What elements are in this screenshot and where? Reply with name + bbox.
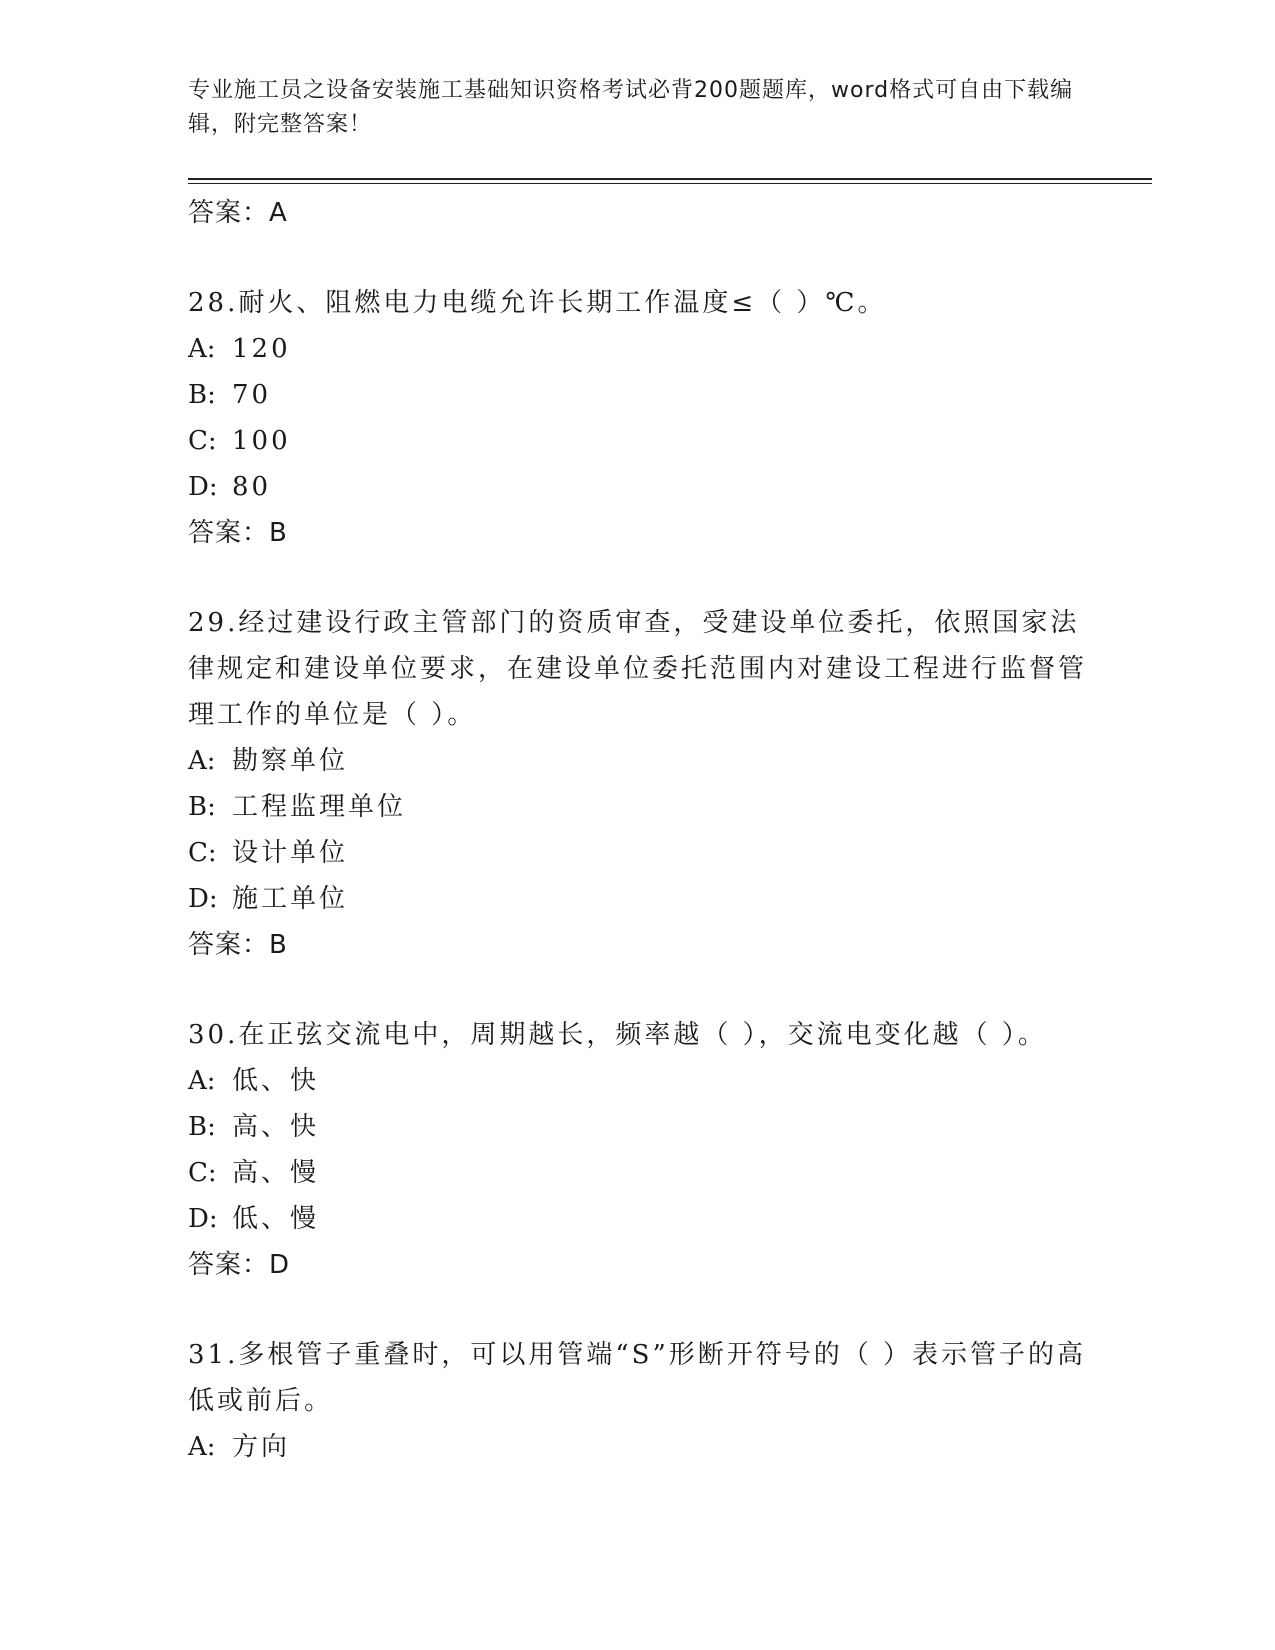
question-text: 31.多根管子重叠时，可以用管端“S”形断开符号的（ ）表示管子的高低或前后。 xyxy=(188,1340,1087,1416)
option-text: 100 xyxy=(232,426,291,456)
option xyxy=(188,1150,1088,1196)
option-text: 高、快 xyxy=(232,1112,320,1142)
option-text: 高、慢 xyxy=(232,1158,320,1188)
answer-line: 答案：D xyxy=(188,1250,291,1280)
question-list xyxy=(188,190,1088,1470)
option-letter: B: xyxy=(188,792,216,822)
option-letter: A: xyxy=(188,1432,216,1462)
option xyxy=(188,372,1088,418)
option-letter: A: xyxy=(188,1066,216,1096)
option-text: 80 xyxy=(232,472,272,502)
option-text: 低、慢 xyxy=(232,1204,320,1234)
answer-line: 答案：A xyxy=(188,198,288,228)
option-letter: A: xyxy=(188,746,216,776)
document-header: 专业施工员之设备安装施工基础知识资格考试必背200题题库，word格式可自由下载编辑，附完整答案！ xyxy=(188,78,1074,137)
header-rule-thick xyxy=(188,178,1152,180)
option-letter: D: xyxy=(188,1204,218,1234)
option-letter: C: xyxy=(188,426,217,456)
question-block xyxy=(188,280,1088,556)
option xyxy=(188,418,1088,464)
option xyxy=(188,1058,1088,1104)
option xyxy=(188,738,1088,784)
option xyxy=(188,830,1088,876)
option-text: 勘察单位 xyxy=(232,746,349,776)
question-text: 30.在正弦交流电中，周期越长，频率越（ ），交流电变化越（ ）。 xyxy=(188,1020,1047,1050)
option-text: 施工单位 xyxy=(232,884,349,914)
question-block xyxy=(188,600,1088,968)
question-gap xyxy=(188,1288,1088,1332)
option-letter: C: xyxy=(188,1158,217,1188)
question-block xyxy=(188,1012,1088,1288)
option xyxy=(188,876,1088,922)
option-text: 120 xyxy=(232,334,291,364)
option-text: 方向 xyxy=(232,1432,291,1462)
question-text: 29.经过建设行政主管部门的资质审查，受建设单位委托，依照国家法律规定和建设单位要求，在建设单位委托范围内对建设工程进行监督管理工作的单位是（ ）。 xyxy=(188,608,1088,730)
option-letter: C: xyxy=(188,838,217,868)
header-rule-thin xyxy=(188,183,1152,184)
option xyxy=(188,1424,1088,1470)
option xyxy=(188,784,1088,830)
question-gap xyxy=(188,236,1088,280)
answer-line: 答案：B xyxy=(188,518,288,548)
question-block xyxy=(188,1332,1088,1470)
option-letter: B: xyxy=(188,380,216,410)
option-letter: D: xyxy=(188,472,218,502)
option-text: 设计单位 xyxy=(232,838,349,868)
option xyxy=(188,464,1088,510)
option-text: 70 xyxy=(232,380,272,410)
option-letter: B: xyxy=(188,1112,216,1142)
answer-line: 答案：B xyxy=(188,930,288,960)
question-gap xyxy=(188,556,1088,600)
option xyxy=(188,1196,1088,1242)
question-text: 28.耐火、阻燃电力电缆允许长期工作温度≤（ ）℃。 xyxy=(188,288,887,318)
option xyxy=(188,1104,1088,1150)
option xyxy=(188,326,1088,372)
option-text: 低、快 xyxy=(232,1066,320,1096)
option-text: 工程监理单位 xyxy=(232,792,407,822)
option-letter: A: xyxy=(188,334,216,364)
option-letter: D: xyxy=(188,884,218,914)
question-gap xyxy=(188,968,1088,1012)
